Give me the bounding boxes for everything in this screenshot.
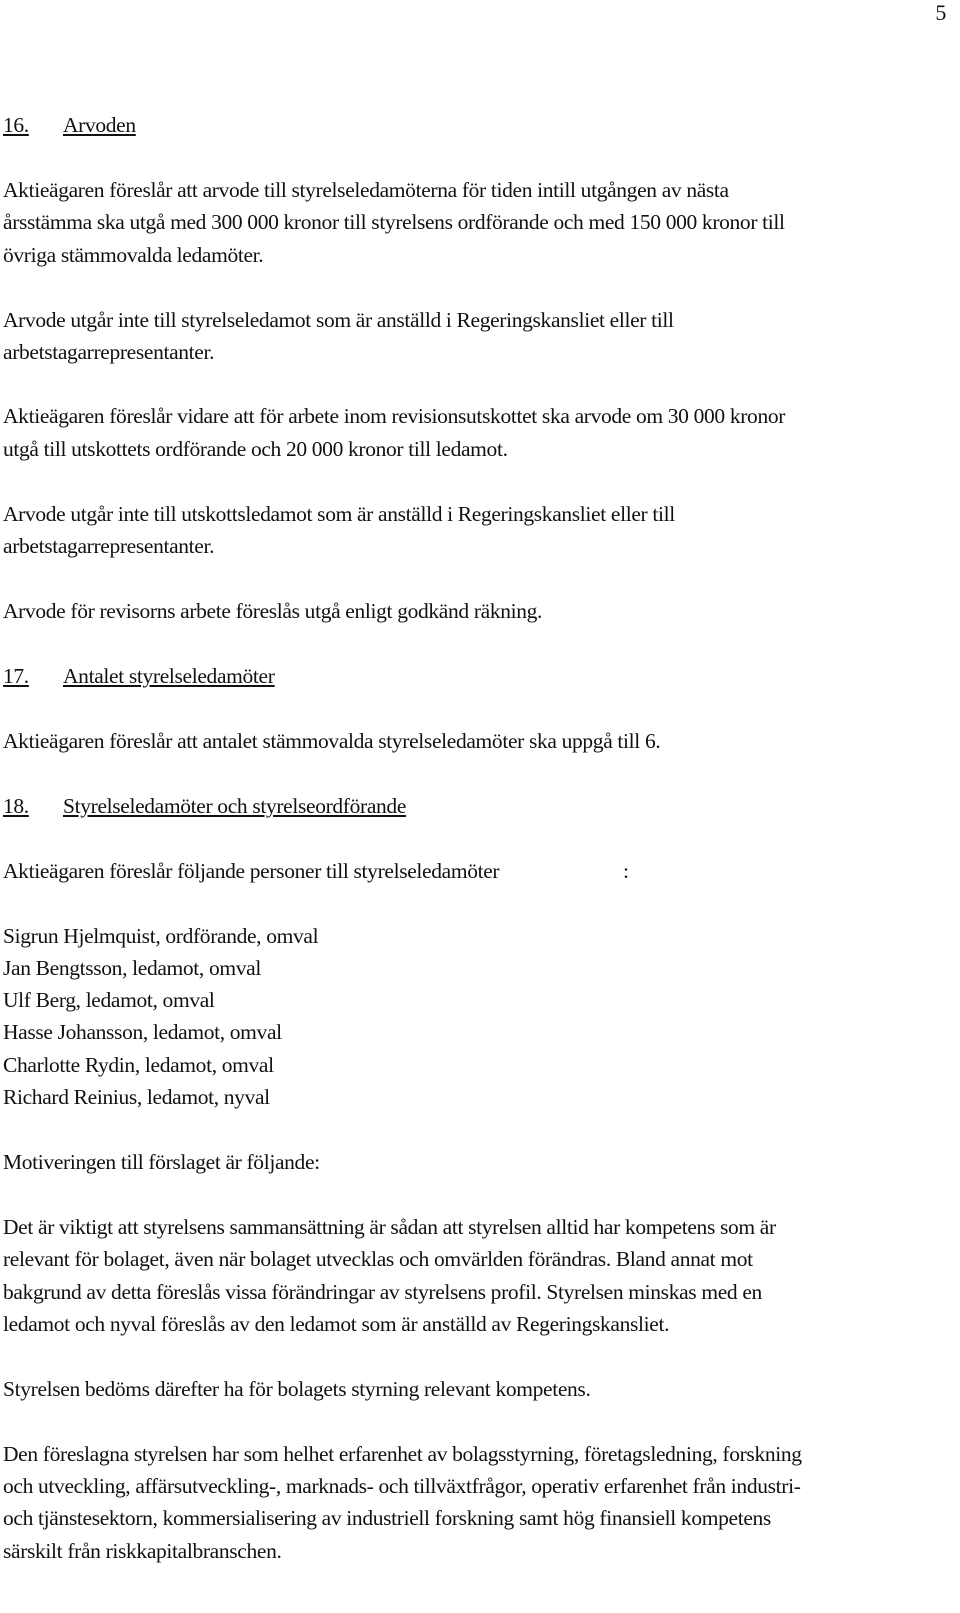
paragraph-line: särskilt från riskkapitalbranschen. [3, 1539, 282, 1563]
proposal-intro-colon: : [623, 859, 629, 883]
section-heading-18 [3, 796, 406, 818]
section-title: Antalet styrelseledamöter [63, 664, 275, 688]
section-heading-16 [3, 115, 136, 137]
paragraph-line: utgå till utskottets ordförande och 20 000 kronor till ledamot. [3, 437, 508, 461]
board-member: Charlotte Rydin, ledamot, omval [3, 1053, 274, 1077]
board-member: Hasse Johansson, ledamot, omval [3, 1020, 282, 1044]
paragraph-line: årsstämma ska utgå med 300 000 kronor till styrelsens ordförande och med 150 000 kronor till [3, 210, 785, 234]
section-heading-17 [3, 666, 275, 688]
paragraph-line: Den föreslagna styrelsen har som helhet erfarenhet av bolagsstyrning, företagsledning, forskning [3, 1442, 802, 1466]
proposal-intro: Aktieägaren föreslår följande personer till styrelseledamöter [3, 859, 500, 883]
paragraph-line: Arvode utgår inte till styrelseledamot som är anställd i Regeringskansliet eller till [3, 308, 674, 332]
paragraph-line: Styrelsen bedöms därefter ha för bolagets styrning relevant kompetens. [3, 1377, 591, 1401]
section-number: 16. [3, 113, 29, 137]
paragraph-line: arbetstagarrepresentanter. [3, 534, 215, 558]
paragraph-line: ledamot och nyval föreslås av den ledamot som är anställd av Regeringskansliet. [3, 1312, 670, 1336]
paragraph-line: arbetstagarrepresentanter. [3, 340, 215, 364]
paragraph-line: Arvode utgår inte till utskottsledamot som är anställd i Regeringskansliet eller till [3, 502, 675, 526]
paragraph-line: Det är viktigt att styrelsens sammansättning är sådan att styrelsen alltid har kompetens som är [3, 1215, 776, 1239]
paragraph-line: Aktieägaren föreslår vidare att för arbete inom revisionsutskottet ska arvode om 30 000 kronor [3, 404, 786, 428]
board-member: Jan Bengtsson, ledamot, omval [3, 956, 261, 980]
section-title: Styrelseledamöter och styrelseordförande [63, 794, 407, 818]
section-number: 17. [3, 664, 29, 688]
section-number: 18. [3, 794, 29, 818]
paragraph-line: bakgrund av detta föreslås vissa förändringar av styrelsens profil. Styrelsen minskas med en [3, 1280, 762, 1304]
paragraph-line: Arvode för revisorns arbete föreslås utgå enligt godkänd räkning. [3, 599, 543, 623]
paragraph-line: övriga stämmovalda ledamöter. [3, 243, 264, 267]
board-member: Richard Reinius, ledamot, nyval [3, 1085, 270, 1109]
board-member: Ulf Berg, ledamot, omval [3, 988, 215, 1012]
section-title: Arvoden [63, 113, 136, 137]
paragraph-line: Aktieägaren föreslår att arvode till styrelseledamöterna för tiden intill utgången av nästa [3, 178, 729, 202]
paragraph-line: relevant för bolaget, även när bolaget utvecklas och omvärlden förändras. Bland annat mot [3, 1247, 753, 1271]
page-number: 5 [935, 0, 946, 25]
paragraph-line: Aktieägaren föreslår att antalet stämmovalda styrelseledamöter ska uppgå till 6. [3, 729, 661, 753]
board-member: Sigrun Hjelmquist, ordförande, omval [3, 924, 319, 948]
paragraph-line: och utveckling, affärsutveckling-, marknads- och tillväxtfrågor, operativ erfarenhet från industri- [3, 1474, 801, 1498]
paragraph-line: och tjänstesektorn, kommersialisering av industriell forskning samt hög finansiell kompetens [3, 1506, 771, 1530]
motivation-heading: Motiveringen till förslaget är följande: [3, 1150, 320, 1174]
